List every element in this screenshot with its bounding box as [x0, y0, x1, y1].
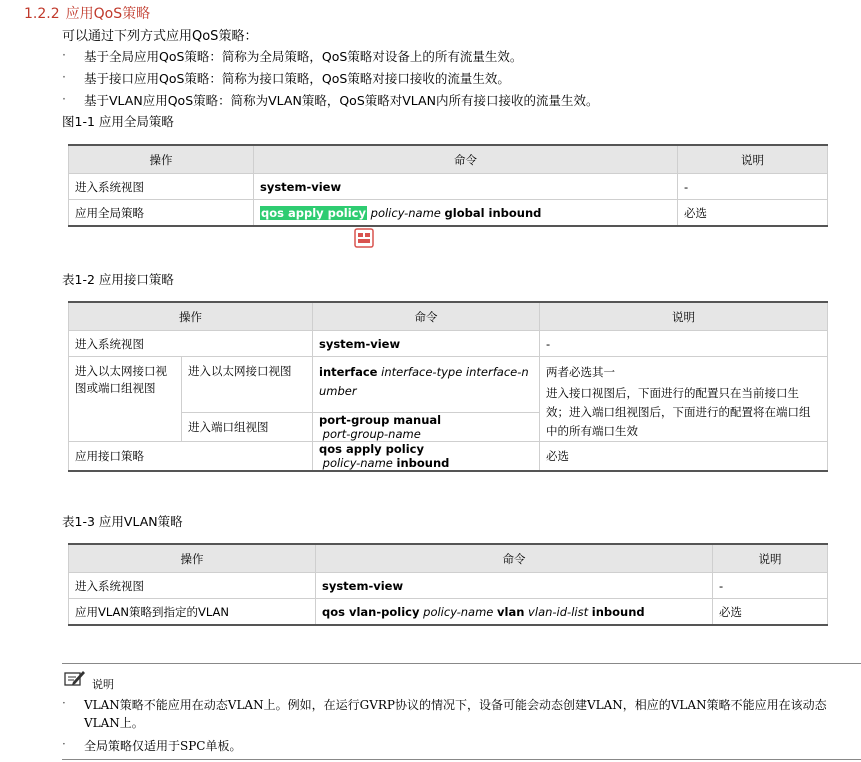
table-row	[69, 200, 828, 227]
cmd-cell: system-view	[254, 174, 678, 200]
op-cell: 应用VLAN策略到指定的VLAN	[69, 599, 316, 626]
highlighted-command: qos apply policy	[261, 205, 366, 220]
cmd-cell: qos vlan-policy policy-name vlan vlan-id-list inbound	[316, 599, 713, 626]
op-cell: 进入以太网接口视图	[182, 357, 313, 413]
column-header: 说明	[678, 145, 828, 174]
pdf-attachment-icon[interactable]	[354, 228, 374, 248]
table2-caption: 表1-2 应用接口策略	[62, 272, 174, 287]
column-header: 说明	[713, 544, 828, 573]
note-cell: -	[678, 174, 828, 200]
cmd-cell: interface interface-type interface-number	[313, 357, 540, 413]
op-cell: 进入系统视图	[69, 174, 254, 200]
table-row	[69, 599, 828, 626]
op-cell: 应用接口策略	[69, 442, 313, 472]
op-cell: 进入系统视图	[69, 573, 316, 599]
intro-text: 可以通过下列方式应用QoS策略：	[62, 29, 258, 44]
note-cell: -	[540, 331, 828, 357]
op-cell: 进入端口组视图	[182, 412, 313, 441]
cmd-cell: system-view	[316, 573, 713, 599]
op-cell: 进入系统视图	[69, 331, 313, 357]
op-cell: 应用全局策略	[69, 200, 254, 227]
note-cell: -	[713, 573, 828, 599]
note-label: 说明	[92, 678, 114, 691]
note-top-rule	[62, 663, 861, 664]
table-row	[69, 357, 828, 413]
section-title	[24, 3, 150, 23]
cmd-cell: system-view	[313, 331, 540, 357]
column-header: 操作	[69, 544, 316, 573]
section-title-text: 应用QoS策略	[65, 6, 151, 22]
op-group-cell: 进入以太网接口视图或端口组视图	[69, 357, 182, 442]
cmd-cell: qos apply policy policy-name inbound	[313, 442, 540, 472]
cmd-cell: qos apply policy policy-name global inbound	[254, 200, 678, 227]
note-pencil-icon	[64, 669, 86, 687]
column-header: 说明	[540, 302, 828, 331]
column-header: 操作	[69, 302, 313, 331]
note-bottom-rule	[62, 759, 861, 760]
table1-caption: 图1-1 应用全局策略	[62, 114, 174, 129]
section-number: 1.2.2	[24, 6, 60, 22]
note-cell: 必选	[713, 599, 828, 626]
table-row	[69, 331, 828, 357]
table3-caption: 表1-3 应用VLAN策略	[62, 514, 183, 529]
global-policy-table	[68, 144, 828, 227]
cmd-cell: port-group manual port-group-name	[313, 412, 540, 441]
column-header: 命令	[313, 302, 540, 331]
interface-policy-table	[68, 301, 828, 472]
column-header: 命令	[316, 544, 713, 573]
vlan-policy-table	[68, 543, 828, 626]
table-row	[69, 442, 828, 472]
note-cell: 必选	[540, 442, 828, 472]
table-row	[69, 573, 828, 599]
note-cell: 两者必选其一 进入接口视图后，下面进行的配置只在当前接口生效；进入端口组视图后，下面进行的配置将在端口组中的所有端口生效	[540, 357, 828, 442]
column-header: 命令	[254, 145, 678, 174]
column-header: 操作	[69, 145, 254, 174]
table-row	[69, 174, 828, 200]
note-cell: 必选	[678, 200, 828, 227]
